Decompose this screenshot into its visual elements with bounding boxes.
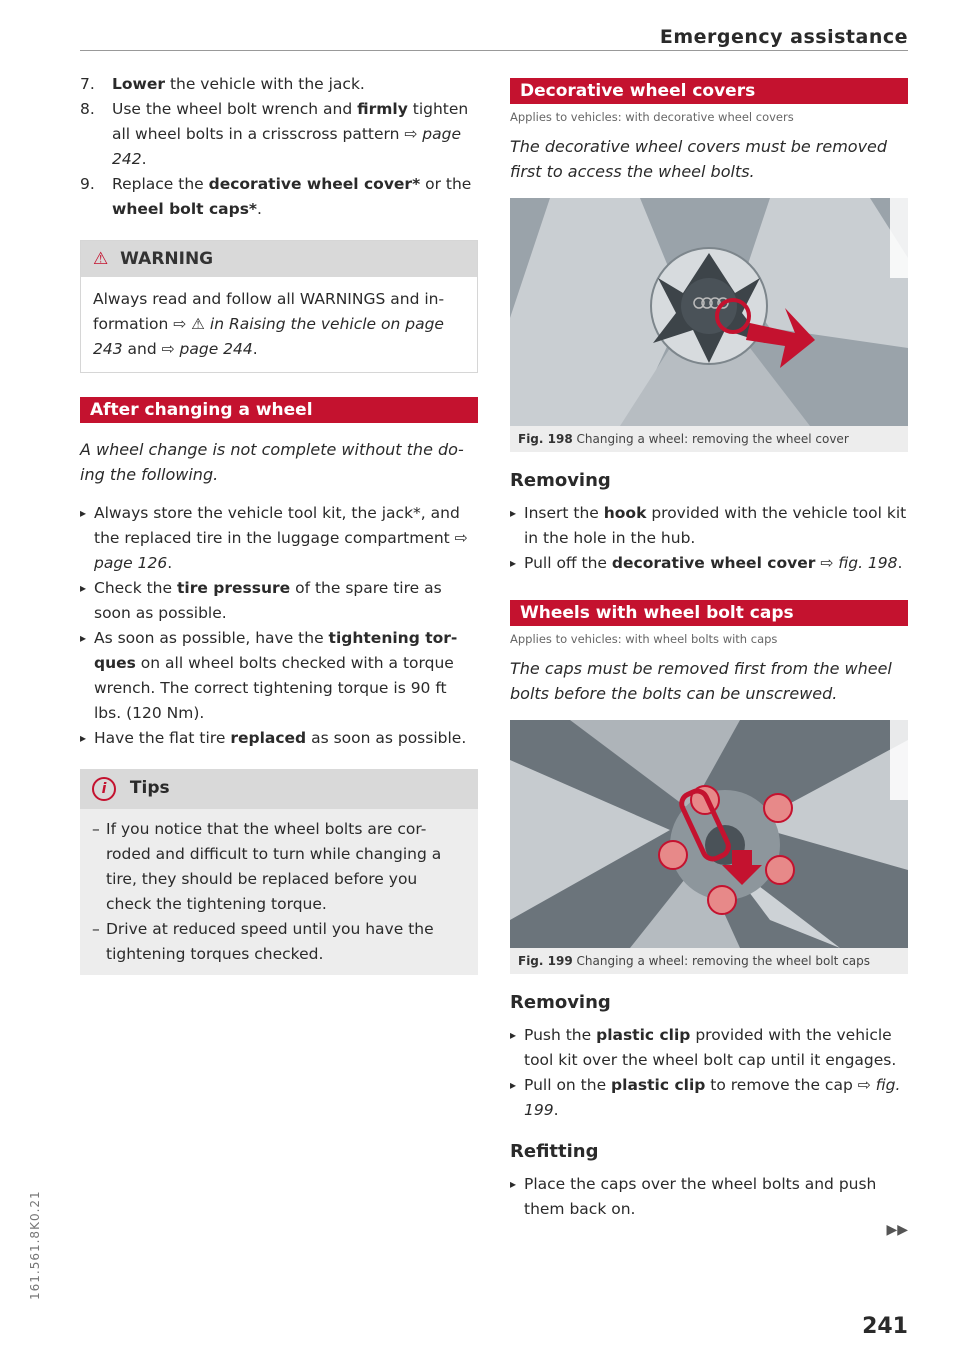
wheel-cover-illustration xyxy=(510,198,908,426)
figure-caption-text: Changing a wheel: removing the wheel bolt caps xyxy=(576,954,871,968)
subheading: Removing xyxy=(510,992,611,1013)
warning-triangle-icon: ⚠ xyxy=(93,249,109,269)
figure-caption xyxy=(510,948,908,974)
tips-list xyxy=(80,809,478,975)
warning-header xyxy=(81,241,477,277)
list-item: ▸ Place the caps over the wheel bolts and push them back on. xyxy=(510,1172,908,1222)
warning-text: Always read and follow all WARNINGS and in-formation ⇨ ⚠ in Raising the vehicle on page 243 and ⇨ page 244. xyxy=(93,290,445,358)
step-number: 7. xyxy=(80,75,95,93)
wheel-bolt-caps-illustration xyxy=(510,720,908,948)
warning-title: WARNING xyxy=(120,249,214,269)
side-code: 161.561.8K0.21 xyxy=(28,1190,42,1300)
right-column xyxy=(510,78,908,1222)
applies-note: Applies to vehicles: with wheel bolts with caps xyxy=(510,632,778,646)
step-text: Lower the vehicle with the jack. xyxy=(112,75,365,93)
page-number: 241 xyxy=(862,1314,908,1339)
list-item: ▸ Always store the vehicle tool kit, the jack*, and the replaced tire in the luggage compartment ⇨ page 126. xyxy=(80,501,478,576)
step-number: 8. xyxy=(80,100,95,118)
figure-199 xyxy=(510,720,908,974)
figure-caption-text: Changing a wheel: removing the wheel cover xyxy=(576,432,849,446)
step-text: Use the wheel bolt wrench and firmly tighten all wheel bolts in a crisscross pattern ⇨ page 242. xyxy=(112,100,469,168)
running-header: Emergency assistance xyxy=(659,26,908,48)
tips-box xyxy=(80,769,478,975)
subheading: Removing xyxy=(510,470,611,491)
list-item: ▸ Insert the hook provided with the vehicle tool kit in the hole in the hub. xyxy=(510,501,908,551)
warning-box xyxy=(80,240,478,373)
list-item: ▸ Pull off the decorative wheel cover ⇨ fig. 198. xyxy=(510,551,908,576)
list-item: ▸ Check the tire pressure of the spare tire as soon as possible. xyxy=(80,576,478,626)
section-intro: A wheel change is not complete without the do-ing the following. xyxy=(80,440,464,484)
section-heading: Wheels with wheel bolt caps xyxy=(510,600,908,626)
step-text: Replace the decorative wheel cover* or the wheel bolt caps*. xyxy=(112,175,472,218)
list-item: ▸ Pull on the plastic clip to remove the cap ⇨ fig. 199. xyxy=(510,1073,908,1123)
tip-item: – Drive at reduced speed until you have the tightening torques checked. xyxy=(92,917,466,967)
continue-arrow-icon: ▶▶ xyxy=(886,1222,908,1238)
step-number: 9. xyxy=(80,175,95,193)
section-intro: The decorative wheel covers must be removed first to access the wheel bolts. xyxy=(510,137,888,181)
bullet-list xyxy=(510,501,908,576)
bullet-list xyxy=(80,501,478,751)
figure-caption xyxy=(510,426,908,452)
info-icon: i xyxy=(92,777,116,801)
step-item xyxy=(80,97,478,172)
bullet-list xyxy=(510,1172,908,1222)
figure-198 xyxy=(510,198,908,452)
bullet-list xyxy=(510,1023,908,1123)
step-item xyxy=(80,172,478,222)
section-intro: The caps must be removed first from the wheel bolts before the bolts can be unscrewed. xyxy=(510,659,892,703)
list-item: ▸ Push the plastic clip provided with the vehicle tool kit over the wheel bolt cap until it engages. xyxy=(510,1023,908,1073)
figure-label: Fig. 199 xyxy=(518,954,573,968)
list-item: ▸ As soon as possible, have the tightening tor-ques on all wheel bolts checked with a torque wrench. The correct tightening torque is 90 ft lbs. (120 Nm). xyxy=(80,626,478,726)
step-item xyxy=(80,72,478,97)
tip-item: – If you notice that the wheel bolts are cor-roded and difficult to turn while changing a tire, they should be replaced before you check the tightening torque. xyxy=(92,817,466,917)
tips-header xyxy=(80,769,478,809)
applies-note: Applies to vehicles: with decorative wheel covers xyxy=(510,110,794,124)
steps-list xyxy=(80,72,478,222)
section-heading: After changing a wheel xyxy=(80,397,478,423)
left-column xyxy=(80,72,478,975)
list-item: ▸ Have the flat tire replaced as soon as possible. xyxy=(80,726,478,751)
tips-title: Tips xyxy=(129,778,170,798)
subheading: Refitting xyxy=(510,1141,599,1162)
figure-label: Fig. 198 xyxy=(518,432,573,446)
section-heading: Decorative wheel covers xyxy=(510,78,908,104)
header-rule xyxy=(80,50,908,51)
